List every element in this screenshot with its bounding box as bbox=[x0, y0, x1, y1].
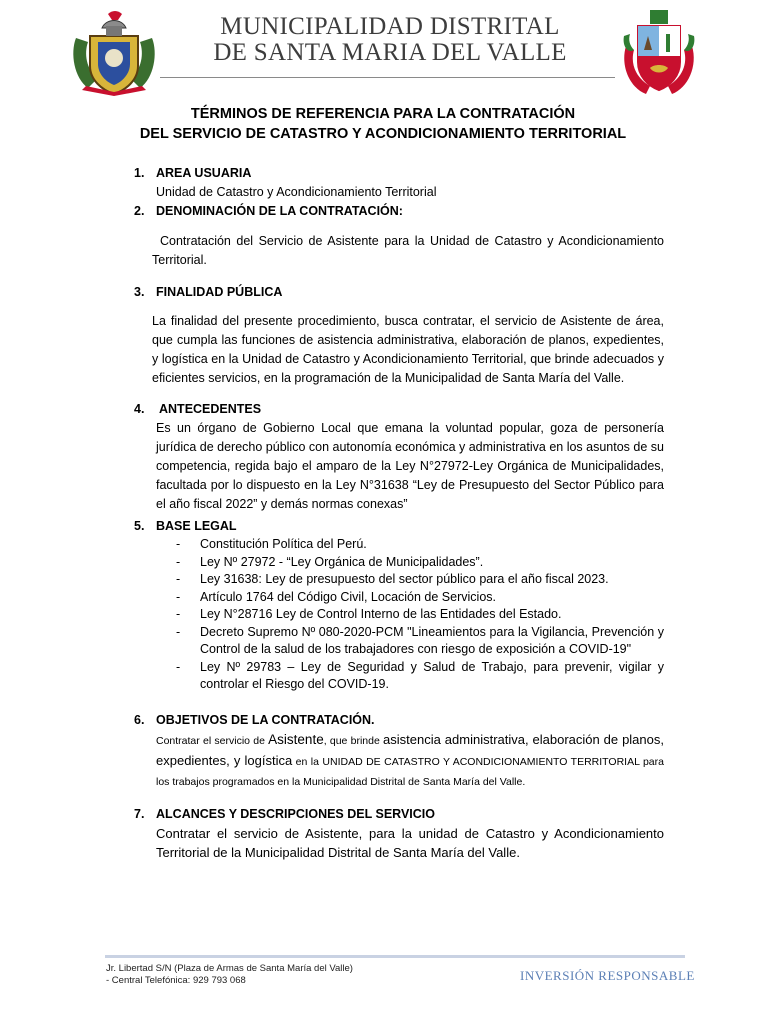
section-3-title: FINALIDAD PÚBLICA bbox=[156, 285, 283, 299]
district-crest-logo bbox=[68, 8, 160, 98]
section-5-title: BASE LEGAL bbox=[156, 519, 237, 533]
footer-address: Jr. Libertad S/N (Plaza de Armas de Santa María del Valle) bbox=[106, 963, 353, 974]
legal-basis-item: - Ley Nº 29783 – Ley de Seguridad y Salud de Trabajo, para prevenir, vigilar y controlar el Riesgo del COVID-19. bbox=[176, 659, 664, 694]
section-6-title: OBJETIVOS DE LA CONTRATACIÓN. bbox=[156, 713, 375, 727]
section-6-body-part: Asistente bbox=[268, 732, 324, 747]
document-title-line2: DEL SERVICIO DE CATASTRO Y ACONDICIONAMIENTO TERRITORIAL bbox=[139, 126, 627, 142]
footer-slogan: INVERSIÓN RESPONSABLE bbox=[520, 968, 695, 983]
section-2-number: 2. bbox=[134, 204, 145, 218]
footer-divider bbox=[105, 955, 685, 958]
municipality-title-line1: MUNICIPALIDAD DISTRITAL bbox=[220, 13, 560, 40]
legal-basis-item: - Ley 31638: Ley de presupuesto del sector público para el año fiscal 2023. bbox=[176, 571, 664, 589]
section-6-number: 6. bbox=[134, 713, 145, 727]
legal-basis-item: - Constitución Política del Perú. bbox=[176, 536, 664, 554]
section-2-body: Contratación del Servicio de Asistente para la Unidad de Catastro y Acondicionamiento Territorial. bbox=[152, 234, 664, 267]
municipality-title-line2: DE SANTA MARIA DEL VALLE bbox=[213, 39, 567, 66]
section-4-number: 4. bbox=[134, 402, 145, 416]
footer-phone: - Central Telefónica: 929 793 068 bbox=[106, 975, 246, 986]
legal-basis-list bbox=[176, 536, 664, 694]
legal-basis-item: - Decreto Supremo Nº 080-2020-PCM "Lineamientos para la Vigilancia, Prevención y Control de la salud de los trabajadores con riesgo de exposición a COVID-19" bbox=[176, 624, 664, 659]
legal-basis-item: - Ley Nº 27972 - “Ley Orgánica de Municipalidades”. bbox=[176, 554, 664, 572]
section-1-heading bbox=[134, 164, 251, 183]
section-5-number: 5. bbox=[134, 519, 145, 533]
section-4-title: ANTECEDENTES bbox=[159, 402, 262, 416]
section-2-title: DENOMINACIÓN DE LA CONTRATACIÓN: bbox=[156, 204, 403, 218]
document-title bbox=[100, 104, 666, 144]
legal-basis-item: - Ley N°28716 Ley de Control Interno de las Entidades del Estado. bbox=[176, 606, 664, 624]
section-3-heading bbox=[134, 283, 282, 302]
section-6-body-part: Contratar el servicio de bbox=[156, 735, 269, 747]
section-1-number: 1. bbox=[134, 166, 145, 180]
section-2-heading bbox=[134, 202, 403, 221]
section-7-title: ALCANCES Y DESCRIPCIONES DEL SERVICIO bbox=[156, 807, 435, 821]
municipality-title bbox=[160, 14, 620, 66]
section-3-number: 3. bbox=[134, 285, 145, 299]
section-6-body-part: en la UNIDAD DE CATASTRO Y ACONDICIONAMIENTO TERRITORIAL para los trabajos programados en la Municipalidad Distrital de Santa María del Valle. bbox=[156, 756, 664, 788]
document-title-line1: TÉRMINOS DE REFERENCIA PARA LA CONTRATACIÓN bbox=[190, 106, 576, 122]
section-5-heading bbox=[134, 517, 237, 536]
footer-contact bbox=[106, 963, 353, 987]
section-7-body: Contratar el servicio de Asistente, para la unidad de Catastro y Acondicionamiento Territorial de la Municipalidad Distrital de Santa María del Valle. bbox=[156, 826, 664, 860]
section-7-heading bbox=[134, 805, 435, 824]
section-1-title: AREA USUARIA bbox=[156, 166, 252, 180]
section-3-body: La finalidad del presente procedimiento, busca contratar, el servicio de Asistente de área, que cumpla las funciones de asistencia administrativa, elaboración de planos, expedientes, y logística en la Unidad de Catastro y Acondicionamiento Territorial, que brinde adecuados y eficientes servicios, en la programación de la Municipalidad de Santa María del Valle. bbox=[152, 314, 664, 385]
header-divider bbox=[160, 77, 615, 78]
national-coat-of-arms-logo bbox=[620, 6, 698, 98]
section-1-body: Unidad de Catastro y Acondicionamiento Territorial bbox=[156, 185, 437, 199]
section-6-body-part: asistencia administrativa, elaboración de planos, expedientes, y logística bbox=[156, 732, 664, 768]
section-7-number: 7. bbox=[134, 807, 145, 821]
section-6-heading bbox=[134, 711, 375, 730]
section-6-body bbox=[156, 730, 664, 792]
section-4-body: Es un órgano de Gobierno Local que emana la voluntad popular, goza de personería jurídica de derecho público con autonomía económica y administrativa en los asuntos de su competencia, regida bajo el amparo de la Ley N°27972-Ley Orgánica de Municipalidades, facultada por lo dispuesto en la Ley N°31638 “Ley de Presupuesto del Sector Público para el año fiscal 2022” y demás normas conexas” bbox=[156, 421, 664, 511]
section-6-body-part: , que brinde bbox=[323, 735, 384, 747]
section-4-heading bbox=[134, 400, 261, 419]
legal-basis-item: - Artículo 1764 del Código Civil, Locación de Servicios. bbox=[176, 589, 664, 607]
